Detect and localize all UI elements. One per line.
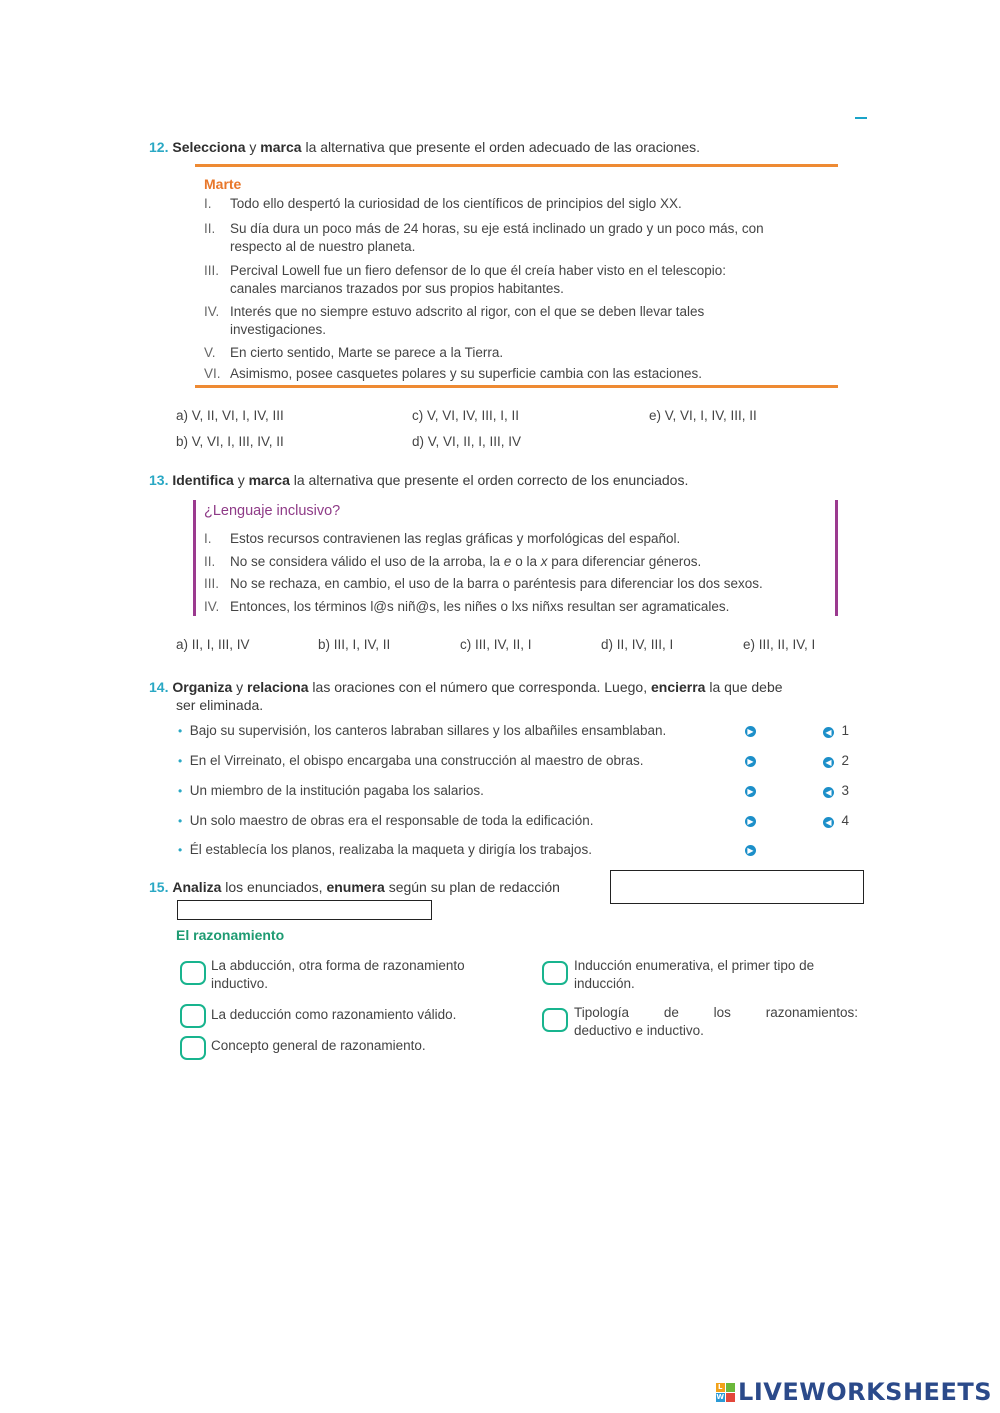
q15-checkbox-3[interactable]: [180, 1036, 206, 1060]
bullet-icon: •: [178, 843, 183, 857]
q13-sentence-4: [204, 596, 834, 619]
roman-label: III.: [204, 576, 220, 591]
sentence-text: Asimismo, posee casquetes polares y su superficie cambia con las estaciones.: [230, 366, 702, 381]
logo-letter-w: W: [716, 1392, 725, 1401]
q12-sentence-3: [204, 260, 834, 300]
q13-sentence-2: [204, 551, 834, 574]
q14-verb2: relaciona: [247, 679, 309, 695]
q14-item-4: [178, 813, 593, 828]
option-text: Concepto general de razonamiento.: [211, 1038, 426, 1053]
q12-option-d[interactable]: d) V, VI, II, I, III, IV: [412, 434, 522, 449]
roman-label: I.: [204, 196, 212, 211]
q13-option-a[interactable]: a) II, I, III, IV: [176, 637, 250, 652]
page-corner-mark: [855, 117, 867, 119]
q14-verb3: encierra: [650, 679, 706, 695]
q15-verb1: Analiza: [172, 879, 222, 895]
sentence-text: Su día dura un poco más de 24 horas, su eje está inclinado un grado y un poco más, con: [230, 221, 764, 236]
q12-conj: y: [249, 139, 257, 155]
q15-verb2: enumera: [326, 879, 385, 895]
liveworksheets-logo: [716, 1379, 992, 1405]
q14-number-label: 2: [841, 753, 850, 768]
sentence-text-cont: respecto al de nuestro planeta.: [230, 239, 416, 254]
q15-instruction: [149, 879, 560, 895]
q14-end: la que debe: [709, 679, 783, 695]
roman-label: I.: [204, 531, 212, 546]
q13-box-title: ¿Lenguaje inclusivo?: [204, 503, 341, 519]
q14-item-text: Bajo su supervisión, los canteros labraban sillares y los albañiles ensamblaban.: [189, 723, 667, 738]
q13-option-e[interactable]: e) III, II, IV, I: [743, 637, 816, 652]
roman-label: II.: [204, 221, 216, 236]
option-text: Tipología de los razonamientos:: [574, 1005, 858, 1020]
q13-verb1: Identifica: [172, 472, 234, 488]
q13-verb2: marca: [248, 472, 290, 488]
q15-rest: según su plan de redacción: [388, 879, 560, 895]
q13-left-bar: [193, 500, 196, 616]
q12-sentence-1: [204, 196, 834, 218]
q15-option-4: [574, 957, 858, 993]
roman-label: VI.: [204, 366, 221, 381]
q12-bottom-rule: [195, 385, 838, 388]
connector-left-icon[interactable]: ◀: [823, 757, 834, 768]
q12-sentence-5: [204, 345, 834, 366]
q14-item-text: Él establecía los planos, realizaba la maqueta y dirigía los trabajos.: [189, 842, 592, 857]
q13-option-b[interactable]: b) III, I, IV, II: [318, 637, 391, 652]
bullet-icon: •: [178, 754, 183, 768]
q15-checkbox-5[interactable]: [542, 1008, 568, 1032]
q13-number: 13.: [149, 472, 169, 488]
q14-mid: las oraciones con el número que corresponda. Luego,: [312, 679, 648, 695]
q12-rest: la alternativa que presente el orden adecuado de las oraciones.: [305, 139, 701, 155]
q14-item-3: [178, 783, 484, 798]
sentence-text-b: o la: [511, 553, 541, 569]
q12-sentence-2: [204, 218, 834, 260]
roman-label: II.: [204, 553, 216, 569]
sentence-text-cont: investigaciones.: [230, 322, 327, 337]
q14-number-1: [823, 723, 849, 738]
q12-instruction: [149, 139, 700, 155]
option-text-cont: inducción.: [574, 976, 635, 991]
q12-verb2: marca: [260, 139, 302, 155]
q14-instruction: [149, 679, 783, 695]
sentence-em-e: e: [503, 553, 512, 569]
q14-number: 14.: [149, 679, 169, 695]
q14-number-label: 1: [841, 723, 850, 738]
bullet-icon: •: [178, 784, 183, 798]
q12-option-a[interactable]: a) V, II, VI, I, IV, III: [176, 408, 284, 423]
q12-top-rule: [195, 164, 838, 167]
q13-sentences: [204, 528, 834, 618]
q12-box-title: Marte: [204, 176, 242, 192]
sentence-text: En cierto sentido, Marte se parece a la Tierra.: [230, 345, 504, 360]
sentence-text: Percival Lowell fue un fiero defensor de lo que él creía haber visto en el telescopio:: [230, 263, 727, 278]
q15-mid: los enunciados,: [225, 879, 323, 895]
q14-item-text: En el Virreinato, el obispo encargaba una construcción al maestro de obras.: [189, 753, 644, 768]
q12-verb1: Selecciona: [172, 139, 246, 155]
q12-number: 12.: [149, 139, 169, 155]
sentence-text: Todo ello despertó la curiosidad de los científicos de principios del siglo XX.: [230, 196, 682, 211]
q15-checkbox-1[interactable]: [180, 961, 206, 985]
q14-number-2: [823, 753, 849, 768]
q13-instruction: [149, 472, 688, 488]
sentence-text-c: para diferenciar géneros.: [547, 553, 702, 569]
q12-sentences: [204, 196, 834, 386]
q13-option-d[interactable]: d) II, IV, III, I: [601, 637, 674, 652]
bullet-icon: •: [178, 724, 183, 738]
q13-sentence-3: [204, 573, 834, 596]
q15-checkbox-4[interactable]: [542, 961, 568, 985]
q15-option-5: [574, 1004, 858, 1040]
connector-left-icon[interactable]: ◀: [823, 787, 834, 798]
q13-right-bar: [835, 500, 838, 616]
q13-conj: y: [237, 472, 245, 488]
connector-right-icon[interactable]: ▶: [745, 845, 756, 856]
q15-answer-input-2[interactable]: [177, 900, 432, 920]
sentence-text: Estos recursos contravienen las reglas gráficas y morfológicas del español.: [230, 531, 681, 546]
bullet-icon: •: [178, 814, 183, 828]
sentence-em-x: x: [540, 553, 548, 569]
q12-sentence-4: [204, 300, 834, 345]
q12-option-e[interactable]: e) V, VI, I, IV, III, II: [649, 408, 757, 423]
roman-label: IV.: [204, 304, 220, 319]
option-text: Inducción enumerativa, el primer tipo de: [574, 958, 815, 973]
q12-sentence-6: [204, 366, 834, 386]
roman-label: V.: [204, 345, 216, 360]
connector-right-icon[interactable]: ▶: [745, 756, 756, 767]
q12-option-c[interactable]: c) V, VI, IV, III, I, II: [412, 408, 520, 423]
q14-item-2: [178, 753, 644, 768]
q14-number-label: 4: [841, 813, 850, 828]
q15-option-3: [211, 1037, 501, 1055]
q14-item-5: [178, 842, 592, 857]
q13-option-c[interactable]: c) III, IV, II, I: [460, 637, 532, 652]
q15-box-title: El razonamiento: [176, 927, 285, 943]
q14-item-1: [178, 723, 666, 738]
q14-number-3: [823, 783, 849, 798]
sentence-text: Entonces, los términos l@s niñ@s, les niñes o lxs niñxs resultan ser agramaticales.: [230, 598, 730, 614]
sentence-text: Interés que no siempre estuvo adscrito al rigor, con el que se deben llevar tales: [230, 304, 705, 319]
connector-right-icon[interactable]: ▶: [745, 726, 756, 737]
option-text: La deducción como razonamiento válido.: [211, 1007, 457, 1022]
q15-option-2: [211, 1006, 501, 1024]
q14-item-text: Un solo maestro de obras era el responsable de toda la edificación.: [189, 813, 594, 828]
roman-label: III.: [204, 263, 220, 278]
sentence-text-a: No se considera válido el uso de la arroba, la: [230, 553, 504, 569]
q14-instruction-line2: ser eliminada.: [176, 697, 264, 713]
logo-letter-l: L: [716, 1383, 725, 1392]
q15-option-1: [211, 957, 501, 993]
option-text: La abducción, otra forma de razonamiento: [211, 958, 465, 973]
option-text-cont: deductivo e inductivo.: [574, 1023, 704, 1038]
connector-left-icon[interactable]: ◀: [823, 817, 834, 828]
option-text-cont: inductivo.: [211, 976, 269, 991]
q14-number-4: [823, 813, 849, 828]
connector-right-icon[interactable]: ▶: [745, 816, 756, 827]
connector-right-icon[interactable]: ▶: [745, 786, 756, 797]
sentence-text: No se rechaza, en cambio, el uso de la barra o paréntesis para diferenciar los dos sexos.: [230, 576, 763, 591]
q15-answer-input-1[interactable]: [610, 870, 864, 904]
q14-number-label: 3: [841, 783, 850, 798]
q14-item-text: Un miembro de la institución pagaba los salarios.: [189, 783, 484, 798]
q14-conj: y: [236, 679, 244, 695]
roman-label: IV.: [204, 598, 220, 614]
q15-number: 15.: [149, 879, 169, 895]
logo-grid-icon: [716, 1383, 735, 1402]
q15-checkbox-2[interactable]: [180, 1004, 206, 1028]
q13-rest: la alternativa que presente el orden correcto de los enunciados.: [293, 472, 689, 488]
sentence-text-cont: canales marcianos trazados por sus propios habitantes.: [230, 281, 564, 296]
connector-left-icon[interactable]: ◀: [823, 727, 834, 738]
q12-option-b[interactable]: b) V, VI, I, III, IV, II: [176, 434, 284, 449]
q13-sentence-1: [204, 528, 834, 551]
brand-text: LIVEWORKSHEETS: [738, 1378, 992, 1406]
q14-verb1: Organiza: [172, 679, 233, 695]
